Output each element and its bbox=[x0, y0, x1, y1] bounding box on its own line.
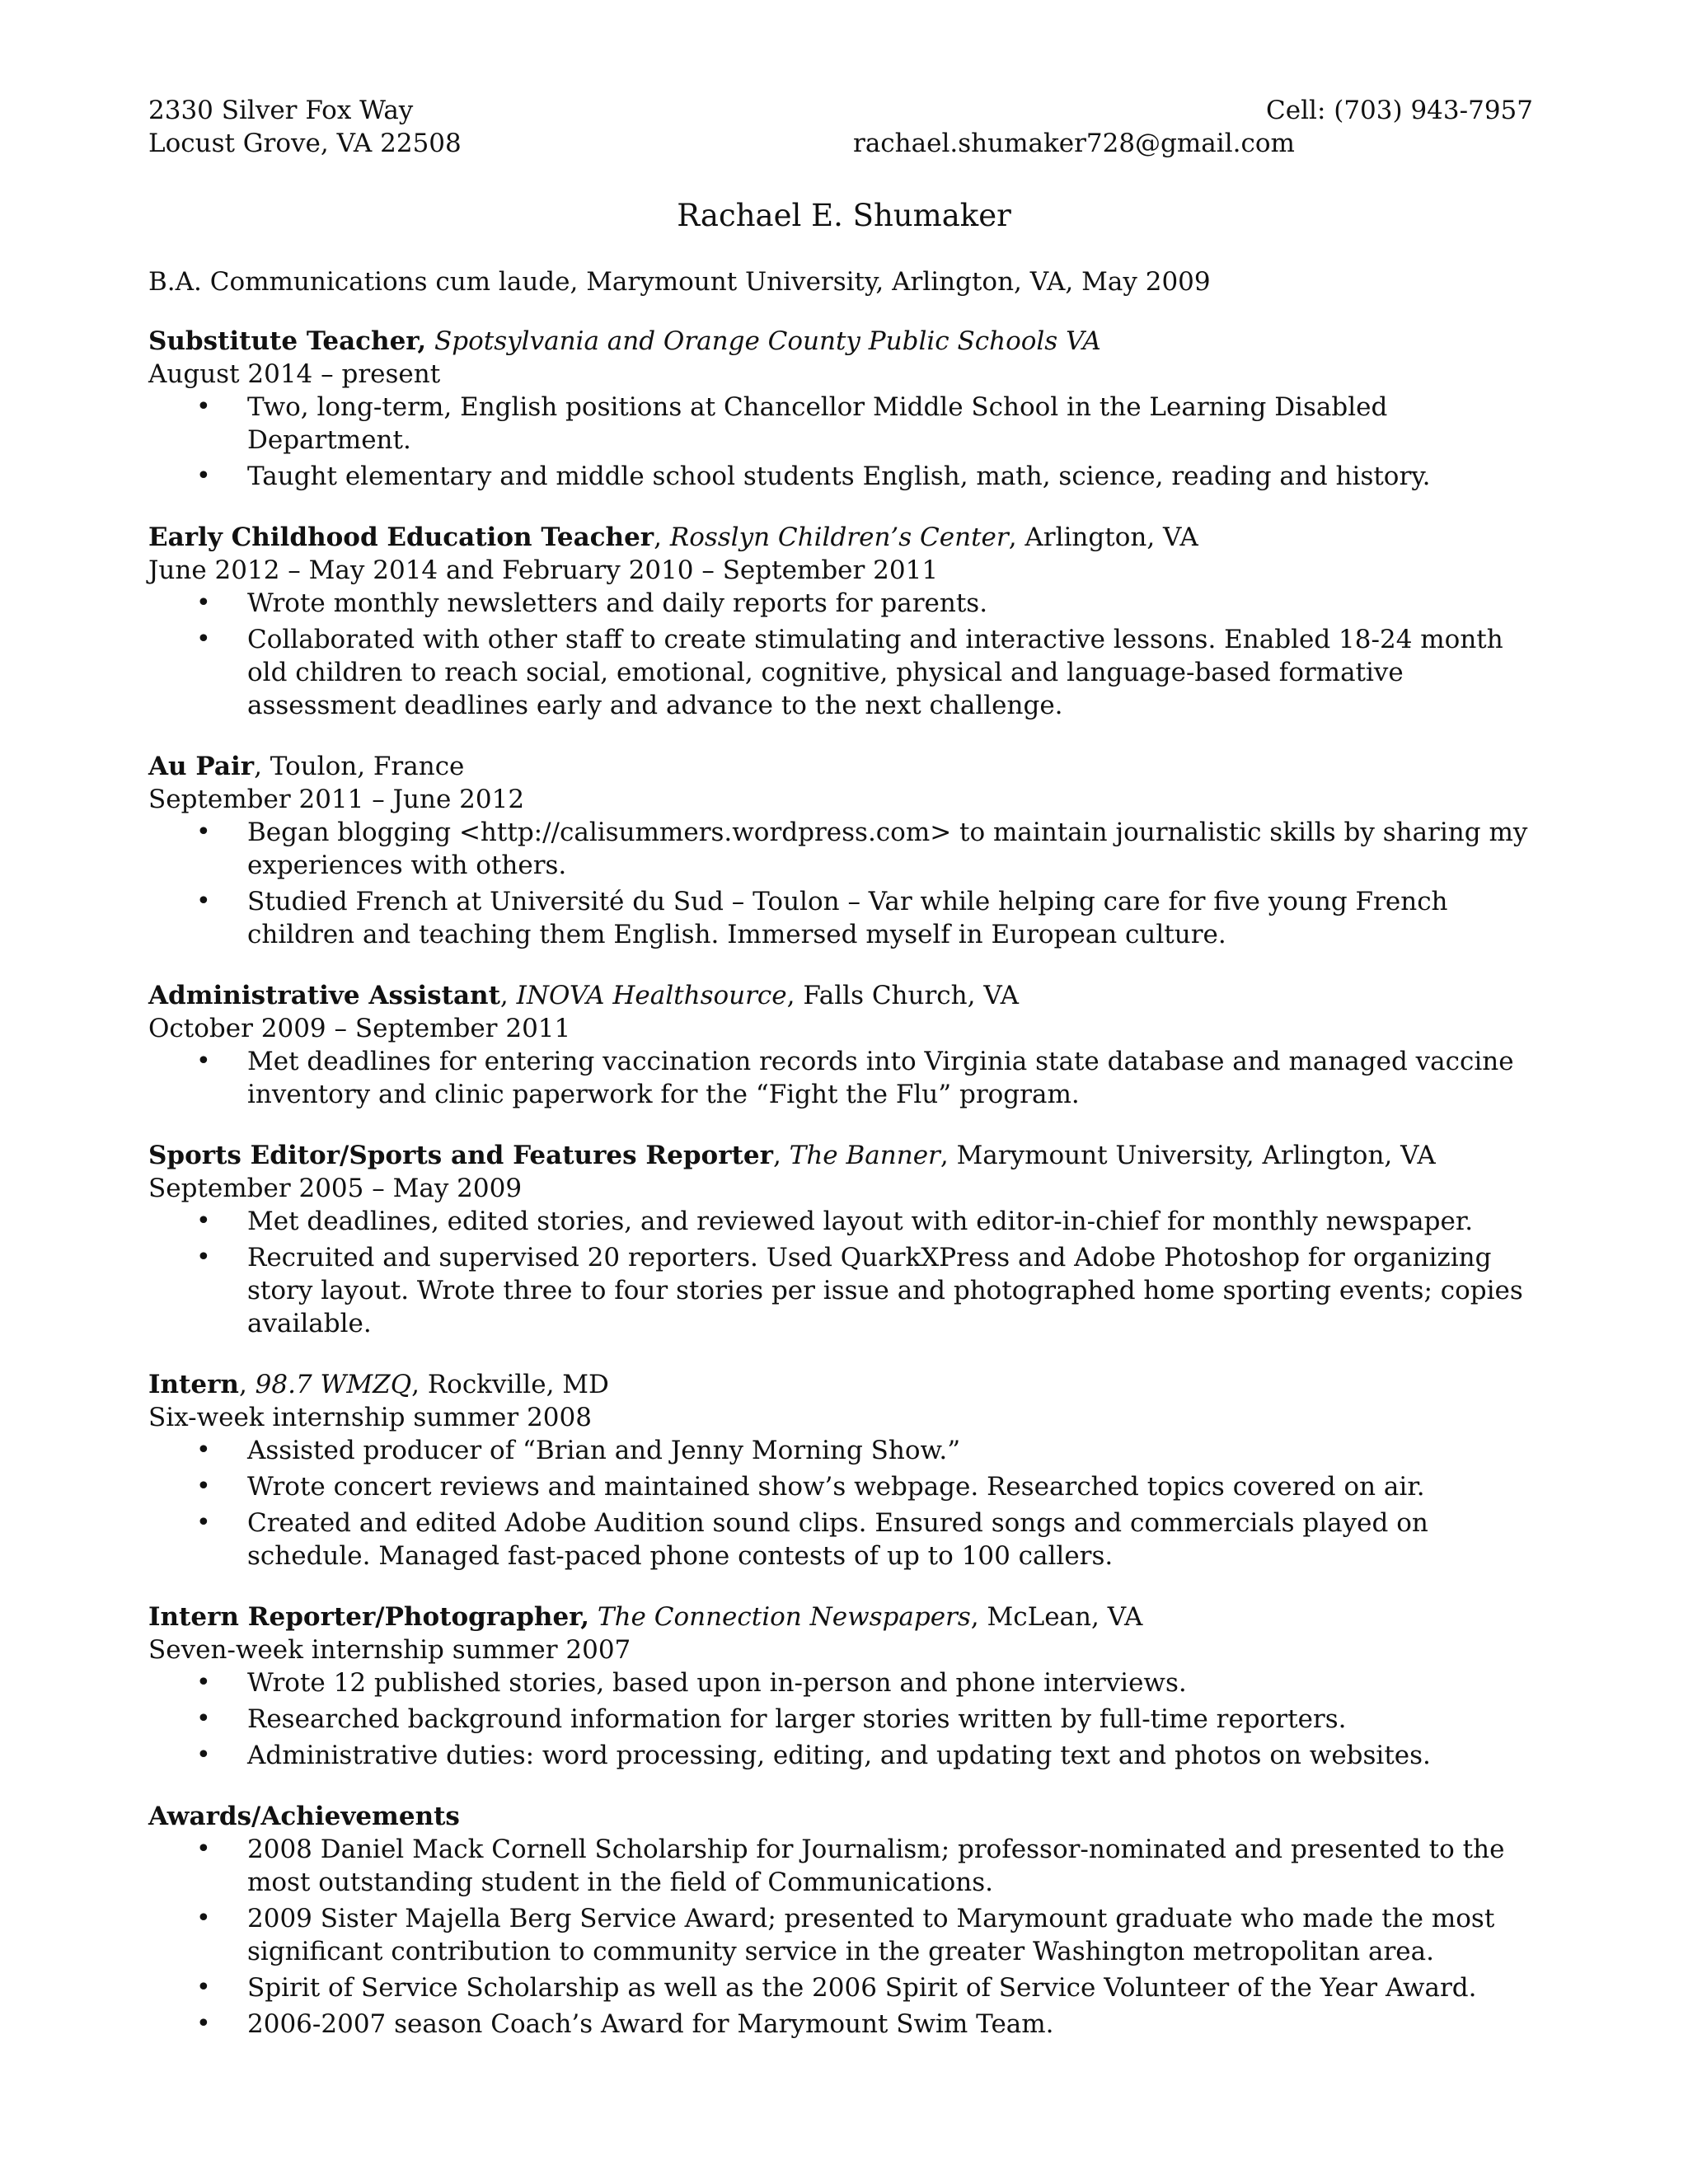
job-location: , Arlington, VA bbox=[1008, 523, 1198, 552]
email-address: rachael.shumaker728@gmail.com bbox=[853, 129, 1295, 158]
awards-section bbox=[148, 1800, 1541, 2041]
job-title-line: Sports Editor/Sports and Features Reporter, The Banner, Marymount University, Arlington, VA bbox=[148, 1141, 1436, 1170]
job-entry bbox=[148, 979, 1541, 1111]
awards-heading: Awards/Achievements bbox=[148, 1802, 460, 1831]
job-organization: The Connection Newspapers bbox=[597, 1602, 971, 1632]
job-dates: Six-week internship summer 2008 bbox=[148, 1403, 592, 1432]
award-item: • 2006-2007 season Coach’s Award for Marymount Swim Team. bbox=[247, 2008, 1541, 2041]
job-dates: October 2009 – September 2011 bbox=[148, 1014, 571, 1043]
bullet-item: • Wrote 12 published stories, based upon in-person and phone interviews. bbox=[247, 1666, 1541, 1699]
bullet-item: • Taught elementary and middle school students English, math, science, reading and history. bbox=[247, 460, 1541, 493]
job-organization: Rosslyn Children’s Center bbox=[669, 523, 1009, 552]
bullet-item: • Researched background information for larger stories written by full-time reporters. bbox=[247, 1703, 1541, 1736]
job-title-line: Intern, 98.7 WMZQ, Rockville, MD bbox=[148, 1370, 609, 1399]
job-entry bbox=[148, 1368, 1541, 1572]
job-bullets bbox=[148, 1434, 1541, 1572]
job-entry bbox=[148, 1601, 1541, 1772]
contact-header bbox=[148, 94, 1533, 168]
job-organization: INOVA Healthsource bbox=[516, 981, 787, 1010]
address-line-1: 2330 Silver Fox Way bbox=[148, 96, 414, 125]
cell-phone: Cell: (703) 943-7957 bbox=[1266, 96, 1533, 125]
job-title: Early Childhood Education Teacher bbox=[148, 523, 654, 552]
awards-list bbox=[148, 1833, 1541, 2041]
job-entry bbox=[148, 750, 1541, 951]
bullet-item: • Met deadlines for entering vaccination records into Virginia state database and managed vaccine inventory and clinic paperwork for the “Fight the Flu” program. bbox=[247, 1045, 1541, 1111]
bullet-item: • Collaborated with other staff to create stimulating and interactive lessons. Enabled 18-24 month old children to reach social, emotional, cognitive, physical and language-based formative assessment deadlines early and advance to the next challenge. bbox=[247, 623, 1541, 722]
job-bullets bbox=[148, 1205, 1541, 1340]
bullet-item: • Studied French at Université du Sud – Toulon – Var while helping care for five young French children and teaching them English. Immersed myself in European culture. bbox=[247, 885, 1541, 951]
job-bullets bbox=[148, 1045, 1541, 1111]
bullet-item: • Administrative duties: word processing, editing, and updating text and photos on websites. bbox=[247, 1739, 1541, 1772]
job-entry bbox=[148, 1139, 1541, 1340]
job-entry bbox=[148, 521, 1541, 722]
bullet-item: • Recruited and supervised 20 reporters. Used QuarkXPress and Adobe Photoshop for organizing story layout. Wrote three to four stories per issue and photographed home sporting events; copies available. bbox=[247, 1241, 1541, 1340]
job-title-line bbox=[148, 750, 1541, 783]
job-title: Sports Editor/Sports and Features Reporter bbox=[148, 1141, 773, 1170]
job-organization: The Banner bbox=[789, 1141, 940, 1170]
job-bullets bbox=[148, 587, 1541, 722]
job-title: Au Pair bbox=[148, 752, 255, 781]
education-line: B.A. Communications cum laude, Marymount University, Arlington, VA, May 2009 bbox=[148, 267, 1211, 297]
job-title-line bbox=[148, 1601, 1541, 1633]
job-title-line: Early Childhood Education Teacher, Rosslyn Children’s Center, Arlington, VA bbox=[148, 523, 1198, 552]
job-bullets bbox=[148, 1666, 1541, 1772]
bullet-item: • Met deadlines, edited stories, and reviewed layout with editor-in-chief for monthly newspaper. bbox=[247, 1205, 1541, 1238]
job-title: Administrative Assistant bbox=[148, 981, 500, 1010]
job-location: , Toulon, France bbox=[254, 752, 465, 781]
job-location: , Rockville, MD bbox=[411, 1370, 609, 1399]
job-dates: June 2012 – May 2014 and February 2010 – September 2011 bbox=[148, 555, 939, 585]
job-location: , Falls Church, VA bbox=[786, 981, 1020, 1010]
job-dates: September 2011 – June 2012 bbox=[148, 785, 525, 814]
job-title-line bbox=[148, 325, 1541, 358]
bullet-item: • Assisted producer of “Brian and Jenny Morning Show.” bbox=[247, 1434, 1541, 1467]
job-entry bbox=[148, 325, 1541, 493]
award-item: • Spirit of Service Scholarship as well as the 2006 Spirit of Service Volunteer of the Year Award. bbox=[247, 1971, 1541, 2004]
job-organization: Spotsylvania and Orange County Public Schools VA bbox=[434, 326, 1101, 356]
address-line-2: Locust Grove, VA 22508 bbox=[148, 129, 462, 158]
bullet-item: • Began blogging <http://calisummers.wordpress.com> to maintain journalistic skills by sharing my experiences with others. bbox=[247, 816, 1541, 882]
bullet-item: • Wrote concert reviews and maintained show’s webpage. Researched topics covered on air. bbox=[247, 1470, 1541, 1503]
job-title: Intern Reporter/Photographer, bbox=[148, 1602, 590, 1632]
job-location: , McLean, VA bbox=[970, 1602, 1143, 1632]
candidate-name: Rachael E. Shumaker bbox=[677, 198, 1011, 233]
job-title: Intern bbox=[148, 1370, 239, 1399]
job-title-line: Administrative Assistant, INOVA Healthsource, Falls Church, VA bbox=[148, 981, 1020, 1010]
award-item: • 2008 Daniel Mack Cornell Scholarship for Journalism; professor-nominated and presented to the most outstanding student in the field of Communications. bbox=[247, 1833, 1541, 1899]
job-dates: September 2005 – May 2009 bbox=[148, 1174, 523, 1203]
job-dates: Seven-week internship summer 2007 bbox=[148, 1635, 631, 1665]
resume-body bbox=[148, 265, 1541, 2069]
award-item: • 2009 Sister Majella Berg Service Award; presented to Marymount graduate who made the most significant contribution to community service in the greater Washington metropolitan area. bbox=[247, 1902, 1541, 1968]
bullet-item: • Two, long-term, English positions at Chancellor Middle School in the Learning Disabled Department. bbox=[247, 391, 1541, 457]
bullet-item: • Wrote monthly newsletters and daily reports for parents. bbox=[247, 587, 1541, 620]
job-dates: August 2014 – present bbox=[148, 359, 441, 389]
job-location: , Marymount University, Arlington, VA bbox=[940, 1141, 1436, 1170]
job-organization: 98.7 WMZQ bbox=[255, 1370, 412, 1399]
job-title: Substitute Teacher, bbox=[148, 326, 427, 356]
job-bullets bbox=[148, 391, 1541, 493]
bullet-item: • Created and edited Adobe Audition sound clips. Ensured songs and commercials played on schedule. Managed fast-paced phone contests of up to 100 callers. bbox=[247, 1507, 1541, 1572]
job-bullets bbox=[148, 816, 1541, 951]
